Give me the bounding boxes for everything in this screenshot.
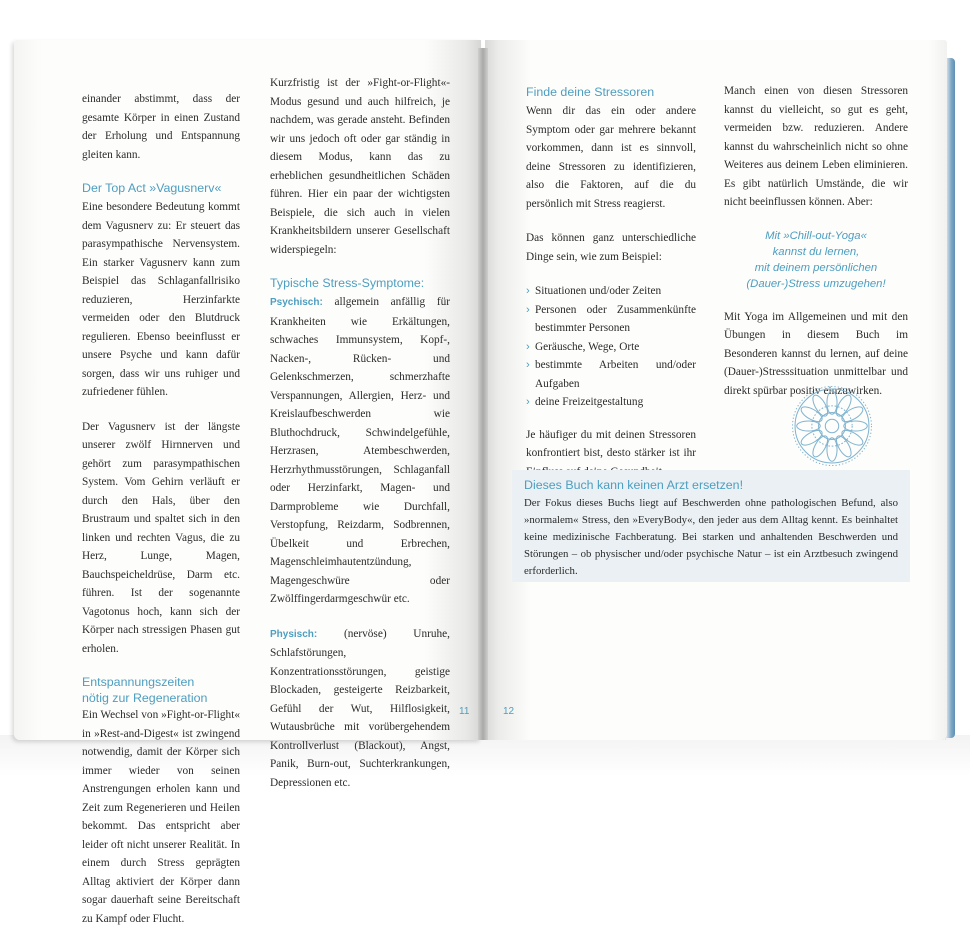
right-column-2 — [724, 82, 908, 416]
pull-quote-line-1: Mit »Chill-out-Yoga« — [765, 229, 867, 242]
paragraph-yoga: Mit Yoga im Allgemeinen und mit den Übungen in diesem Buch im Besonderen kannst du lernen, auf deine (Dauer-)Stresssituation unmittelbar und direkt spürbar positiv einzuwirken. — [724, 310, 908, 397]
paragraph-manch: Manch einen von diesen Stressoren kannst du vielleicht, so gut es geht, vermeiden bzw. reduzieren. Andere kannst du wahrscheinlich nicht so ohne Weiteres aus deinem Leben eliminieren. Es gibt natürlich Umstände, die wir nicht beeinflussen können. Aber: — [724, 85, 908, 208]
left-column-1 — [82, 90, 240, 944]
heading-vagusnerv: Der Top Act »Vagusnerv« — [82, 181, 222, 195]
pull-quote-line-4: (Dauer-)Stress umzugehen! — [746, 277, 886, 290]
pull-quote — [724, 228, 908, 292]
pull-quote-line-3: mit deinem persönlichen — [754, 261, 878, 274]
heading-entspannung-line-2: nötig zur Regeneration — [82, 691, 208, 705]
list-item: › Situationen und/oder Zeiten — [526, 282, 696, 301]
text-psychisch: allgemein anfällig für Krankheiten wie Erkältungen, schwaches Immunsystem, Kopf-, Nacken-, Rücken- und Gelenkschmerzen, schmerzhafte Verspannungen, Allergien, Herz- und Kreislaufbeschwerden wie Bluthochdruck, Schwindelgefühle, Herzrasen, Atembeschwerden, Herzrhythmusstörungen, Schlaganfall oder Herzinfarkt, Magen- und Darmprobleme wie Durchfall, Verstopfung, Reizdarm, Sodbrennen, Übelkeit und Erbrechen, Magenschleimhautentzündung, Magengeschwüre oder Zwölffingerdarmgeschwür etc. — [270, 296, 450, 605]
paragraph-vagusnerv: Eine besondere Bedeutung kommt dem Vagusnerv zu: Er steuert das parasympathische Nervensystem. Ein starker Vagusnerv kann zum Beispiel das Schlaganfallrisiko reduzieren, Herzinfarkte vermeiden oder den Blutdruck regulieren. Ebenso beeinflusst er unsere Psyche und kann dafür sorgen, dass wir uns ruhiger und zufriedener fühlen. — [82, 201, 240, 398]
disclaimer-text: Der Fokus dieses Buchs liegt auf Beschwerden ohne pathologischen Befund, also »normalem« Stress, den »EveryBody«, den jeder aus dem Alltag kennt. Es beinhaltet keine medizinische Fachberatung. Bei starken und anhaltenden Beschwerden und Störungen – ob physischer und/oder psychische Natur – ist ein Arztbesuch zwingend erforderlich. — [524, 497, 898, 577]
paragraph-entspannung: Ein Wechsel von »Fight-or-Flight« in »Rest-and-Digest« ist zwingend notwendig, damit der Körper sich immer wieder von seinen Anstrengungen erholen kann und Zeit zum Regenerieren und Heilen bekommt. Das entspricht aber leider oft nicht unserer Realität. In einem durch Stress geprägten Alltag aktiviert der Körper dann sogar dauerhaft seine Bereitschaft zu Kampf oder Flucht. — [82, 709, 240, 925]
heading-stress-symptome: Typische Stress-Symptome: — [270, 276, 425, 290]
mandala-icon — [790, 384, 874, 468]
paragraph-intro: einander abstimmt, dass der gesamte Körper in einen Zustand der Erholung und Entspannung gleiten kann. — [82, 93, 240, 161]
paragraph-psychisch — [270, 293, 450, 609]
left-column-2 — [270, 74, 450, 808]
list-item: › bestimmte Arbeiten und/oder Aufgaben — [526, 356, 696, 393]
pull-quote-line-2: kannst du lernen, — [772, 245, 860, 258]
cover-edge — [946, 58, 955, 738]
list-item: › deine Freizeitgestaltung — [526, 393, 696, 412]
right-column-1 — [526, 84, 696, 497]
page-number-left: 11 — [459, 706, 470, 717]
list-item: › Geräusche, Wege, Orte — [526, 338, 696, 357]
heading-stressoren: Finde deine Stressoren — [526, 85, 655, 99]
disclaimer-box — [512, 470, 910, 582]
text-physisch: (nervöse) Unruhe, Schlafstörungen, Konzentrationsstörungen, geistige Blockaden, gesteigerte Reizbarkeit, Gefühl der Wut, Hilflosigkeit, Wutausbrüche mit vorübergehendem Kontrollverlust (Blackout), Angst, Panik, Burn-out, Suchterkrankungen, Depressionen etc. — [270, 627, 450, 789]
paragraph-vagusnerv-2: Der Vagusnerv ist der längste unserer zwölf Hirnnerven und gehört zum parasympathischen System. Vom Gehirn verläuft er durch den Hals, über den Brustraum und spaltet sich in den linken und rechten Vagus, die zu Herz, Lunge, Magen, Bauchspeicheldrüse, Darm etc. führen. Ist der sogenannte Vagotonus hoch, kann sich der Körper nach stressigen Phasen gut erholen. — [82, 420, 240, 655]
stressor-list — [526, 282, 696, 412]
list-item: › Personen oder Zusammenkünfte bestimmter Personen — [526, 301, 696, 338]
book-spine — [478, 48, 488, 740]
page-number-right: 12 — [503, 706, 515, 717]
disclaimer-heading: Dieses Buch kann keinen Arzt ersetzen! — [524, 478, 744, 492]
paragraph-physisch — [270, 625, 450, 793]
label-psychisch: Psychisch: — [270, 297, 323, 308]
paragraph-kurzfristig: Kurzfristig ist der »Fight-or-Flight«-Modus gesund und auch hilfreich, je nachdem, was gerade ansteht. Befinden wir uns jedoch oft oder gar ständig in diesem Modus, kann das zu erheblichen gesundheitlichen Schäden führen. Hier ein paar der wichtigsten Beispiele, die sich auch in vielen Krankheitsbildern unserer Gesellschaft widerspiegeln: — [270, 77, 450, 256]
label-physisch: Physisch: — [270, 628, 318, 640]
paragraph-konfrontiert: Je häufiger du mit deinen Stressoren konfrontiert bist, desto stärker ist ihr — [526, 428, 696, 459]
heading-entspannung-line-1: Entspannungszeiten — [82, 675, 195, 689]
paragraph-stressoren: Wenn dir das ein oder andere Symptom oder gar mehrere bekannt vorkommen, dann ist es sinnvoll, deine Stressoren zu identifizieren, also die Faktoren, auf die du persönlich mit Stress reagierst. — [526, 105, 696, 210]
paragraph-beispiele: Das können ganz unterschiedliche Dinge sein, wie zum Beispiel: — [526, 232, 696, 263]
heading-entspannung — [82, 674, 240, 706]
